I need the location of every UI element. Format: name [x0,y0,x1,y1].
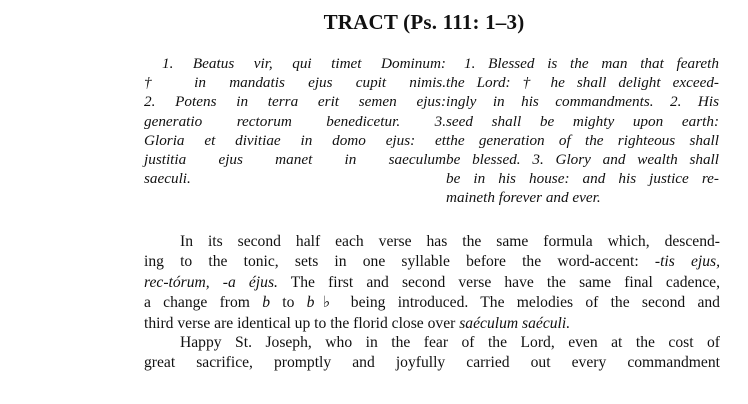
english-line: 1. Blessed is the man that feareth [464,55,719,72]
paragraph-line [144,273,720,293]
latin-term: rec-tórum, -a éjus. [144,273,278,291]
paragraph-line [144,314,720,334]
latin-term: -tis ejus, [654,253,720,271]
paragraph-line: Happy St. Joseph, who in the fear of the Lord, even at the cost of [180,334,720,351]
english-line: the Lord: † he shall delight exceed- [446,74,719,92]
paragraph-line [144,252,720,272]
english-line: the generation of the righteous shall [446,131,719,149]
latin-line: justitia ejus manet in saeculum [144,151,446,169]
latin-line: 2. Potens in terra erit semen ejus: [144,93,446,111]
english-translation-column [446,54,719,208]
commentary-paragraph-2 [144,333,720,374]
latin-text-column [144,54,446,188]
paragraph-text: ing to the tonic, sets in one syllable before the word-accent: [144,253,655,271]
latin-line: † in mandatis ejus cupit nimis. [144,74,446,92]
english-line: maineth forever and ever. [446,189,601,207]
latin-line: saeculi. [144,170,191,188]
paragraph-text: third verse are identical up to the florid close over [144,314,460,332]
english-line: ingly in his commandments. 2. His [446,93,719,111]
commentary-paragraph-1 [144,232,720,334]
paragraph-text: being introduced. The melodies of the second and [338,294,720,312]
english-line: seed shall be mighty upon earth: [446,112,719,130]
paragraph-line [144,293,720,313]
latin-term: saéculum saéculi. [459,314,571,332]
latin-line: generatio rectorum benedicetur. 3. [144,112,446,130]
english-line: be in his house: and his justice re- [446,170,719,188]
paragraph-text: The first and second verse have the same final cadence, [277,273,720,291]
paragraph-line: In its second half each verse has the same formula which, descend- [180,233,720,250]
latin-line: 1. Beatus vir, qui timet Dominum: [162,55,446,72]
paragraph-line: great sacrifice, promptly and joyfully carried out every commandment [144,354,720,372]
english-line: be blessed. 3. Glory and wealth shall [446,151,719,169]
note-name: b [262,294,270,312]
latin-line: Gloria et divitiae in domo ejus: et [144,131,446,149]
paragraph-text: to [269,294,307,312]
page-title: TRACT (Ps. 111: 1–3) [323,10,525,34]
note-name-flat: b♭ [306,294,339,312]
paragraph-text: a change from [144,294,263,312]
